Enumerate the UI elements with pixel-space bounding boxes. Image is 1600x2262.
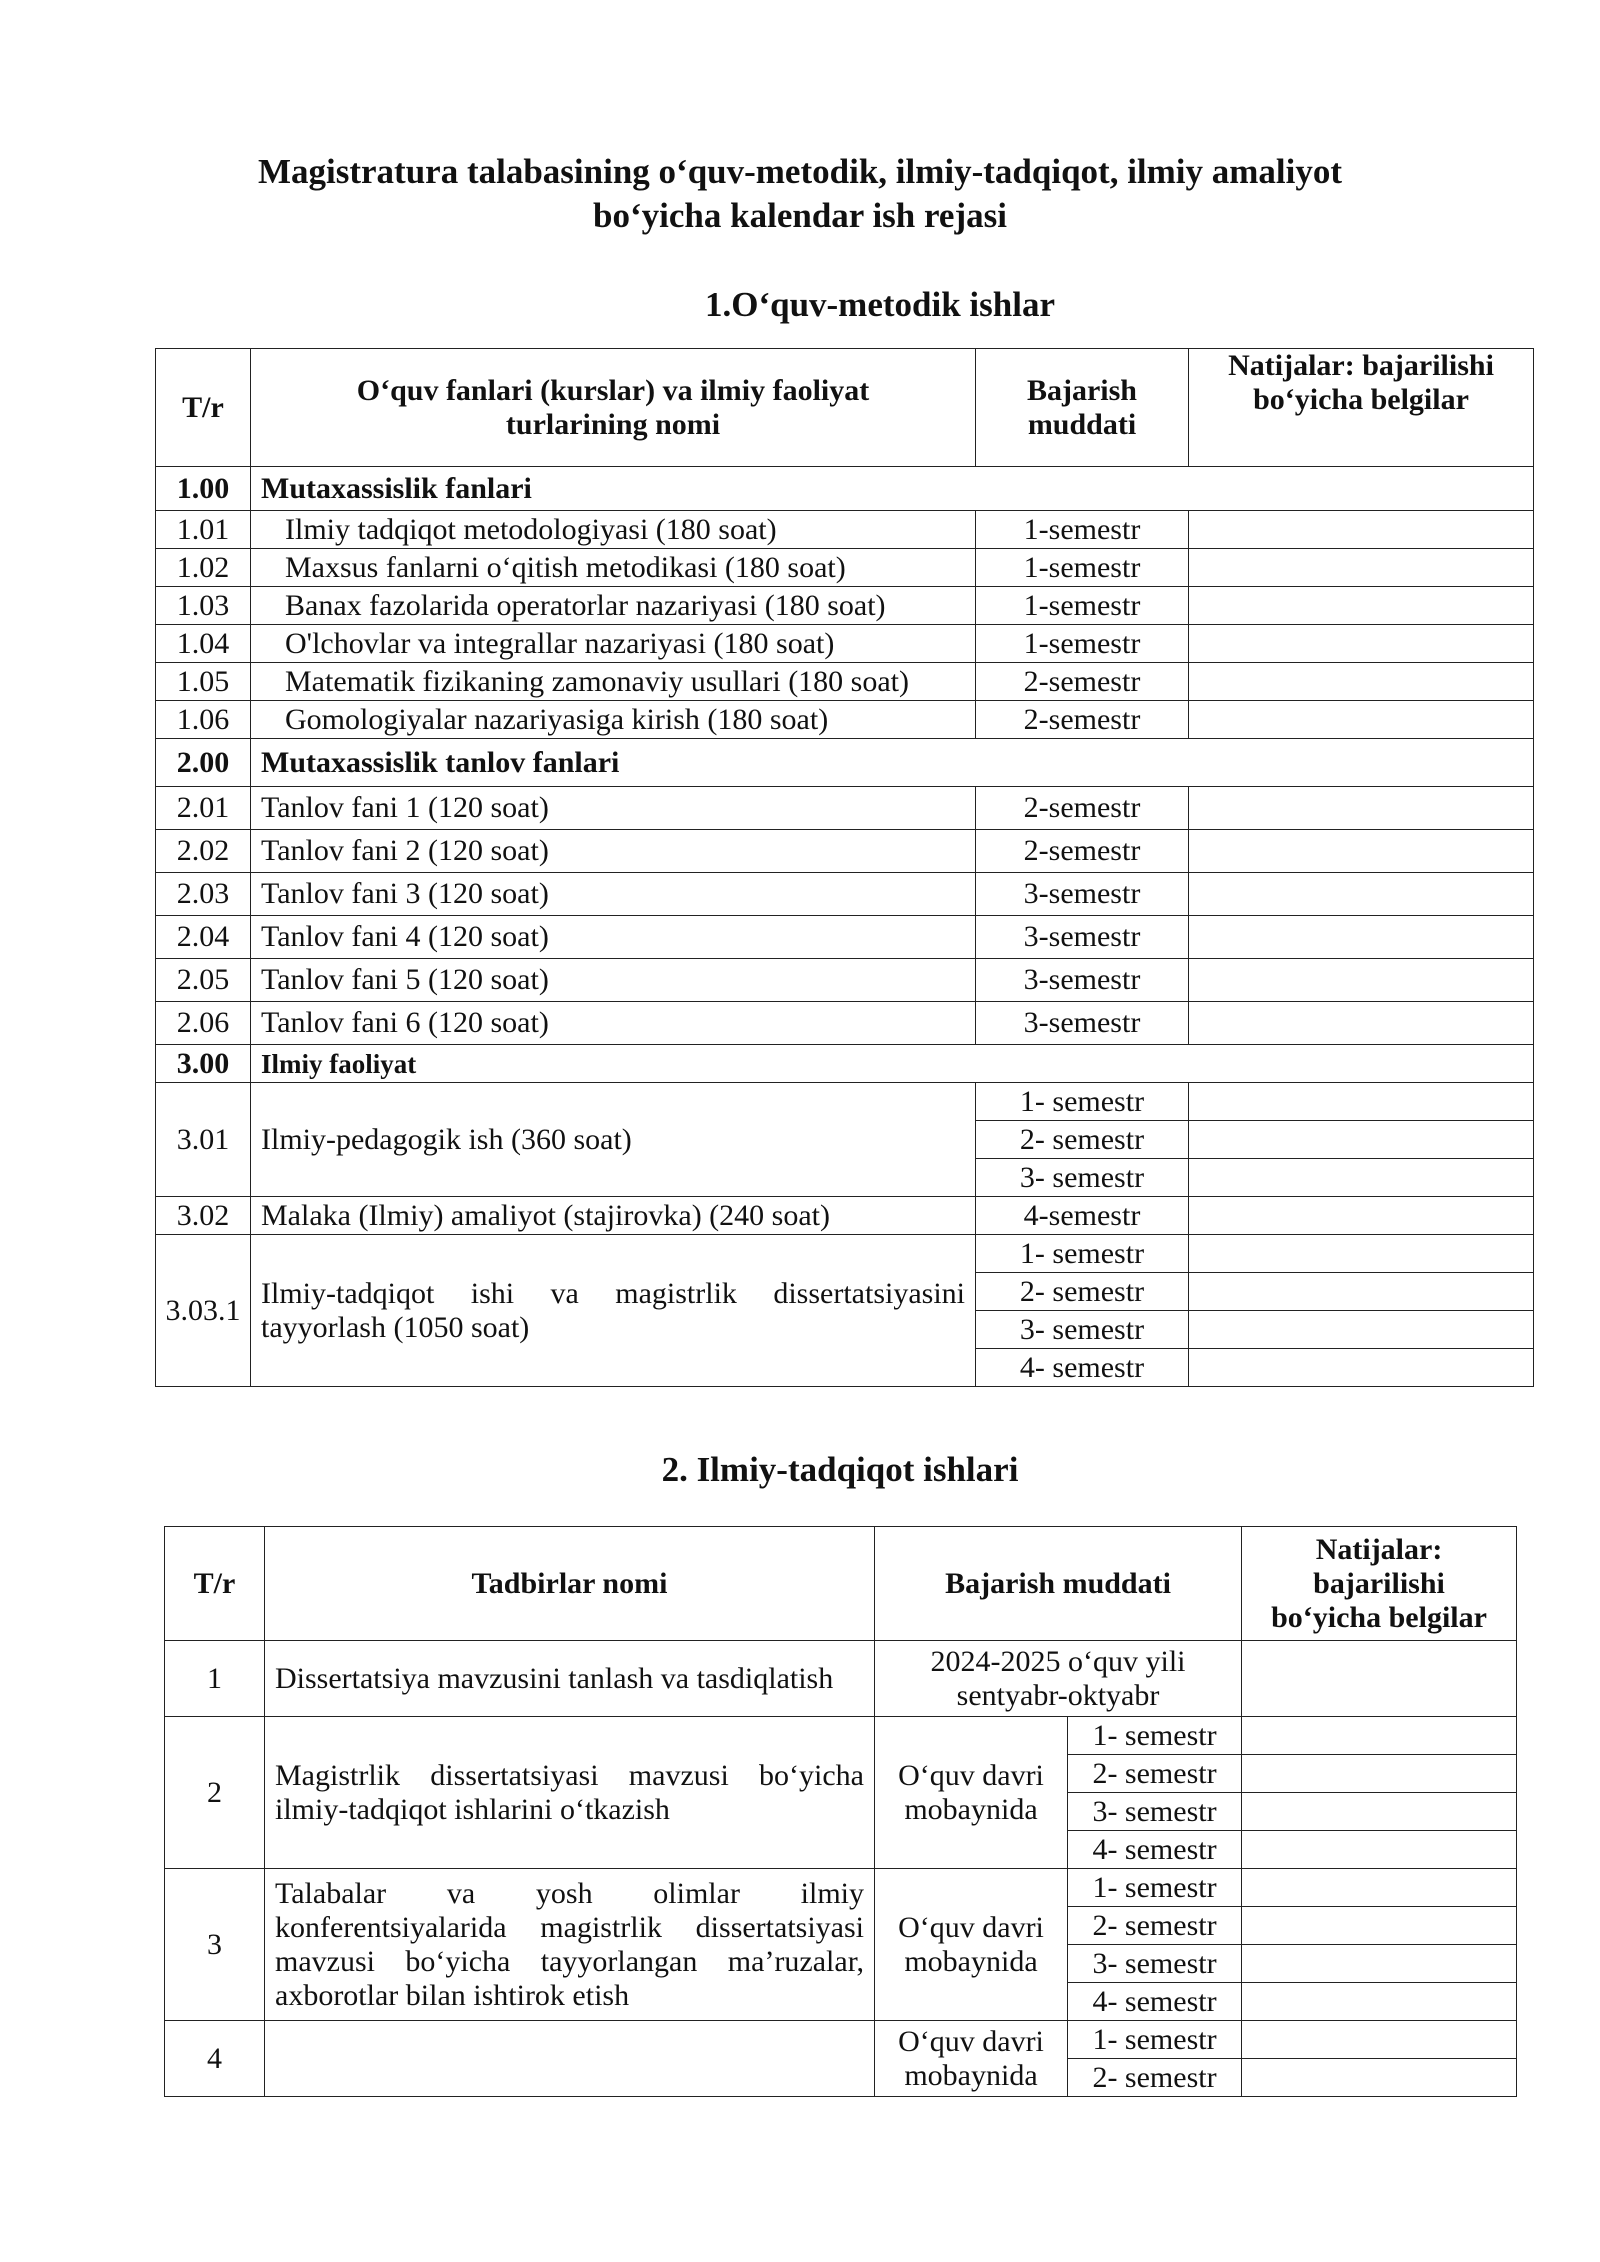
row-result [1242, 1793, 1517, 1831]
row-name: Gomologiyalar nazariyasiga kirish (180 soat) [251, 701, 976, 739]
row-name: Banax fazolarida operatorlar nazariyasi (180 soat) [251, 587, 976, 625]
row-result [1189, 1159, 1534, 1197]
row-result [1189, 701, 1534, 739]
row-deadline: 3-semestr [976, 959, 1189, 1002]
row-result [1242, 1983, 1517, 2021]
row-result [1242, 1869, 1517, 1907]
row-deadline: 1- semestr [976, 1235, 1189, 1273]
row-result [1189, 1002, 1534, 1045]
table-row [156, 1235, 1534, 1273]
group-row [156, 739, 1534, 787]
section-1-heading: 1.O‘quv-metodik ishlar [704, 285, 1056, 324]
row-num: 2.04 [156, 916, 251, 959]
section-2-heading: 2. Ilmiy-tadqiqot ishlari [661, 1450, 1019, 1489]
table-row [156, 663, 1534, 701]
header-name: Tadbirlar nomi [265, 1527, 875, 1641]
row-result [1189, 1235, 1534, 1273]
row-name [265, 2021, 875, 2097]
row-deadline: 3-semestr [976, 873, 1189, 916]
row-num: 1.03 [156, 587, 251, 625]
row-name: Ilmiy tadqiqot metodologiyasi (180 soat) [251, 511, 976, 549]
row-result [1242, 2021, 1517, 2059]
row-num: 2 [165, 1717, 265, 1869]
row-period: O‘quv davri mobaynida [875, 1717, 1068, 1869]
row-deadline: 2-semestr [976, 830, 1189, 873]
row-num: 1.05 [156, 663, 251, 701]
header-num: T/r [165, 1527, 265, 1641]
row-num: 2.03 [156, 873, 251, 916]
row-semester: 1- semestr [1068, 1717, 1242, 1755]
row-name: Malaka (Ilmiy) amaliyot (stajirovka) (240 soat) [251, 1197, 976, 1235]
title-line-1: Magistratura talabasining o‘quv-metodik, ilmiy-tadqiqot, ilmiy amaliyot [257, 152, 1343, 191]
table-row [156, 1197, 1534, 1235]
row-deadline: 3- semestr [976, 1311, 1189, 1349]
row-result [1189, 1273, 1534, 1311]
row-deadline: 2-semestr [976, 663, 1189, 701]
row-name: Tanlov fani 2 (120 soat) [251, 830, 976, 873]
group-num: 2.00 [156, 739, 251, 787]
table-row [165, 1869, 1517, 1907]
row-semester: 3- semestr [1068, 1945, 1242, 1983]
table-row [156, 959, 1534, 1002]
row-num: 3 [165, 1869, 265, 2021]
row-result [1189, 873, 1534, 916]
row-result [1189, 916, 1534, 959]
row-result [1189, 787, 1534, 830]
row-period: O‘quv davri mobaynida [875, 1869, 1068, 2021]
table-row [156, 916, 1534, 959]
row-result [1189, 1197, 1534, 1235]
table-row [156, 549, 1534, 587]
row-result [1189, 830, 1534, 873]
table-row [156, 830, 1534, 873]
row-num: 1 [165, 1641, 265, 1717]
row-semester: 2- semestr [1068, 1907, 1242, 1945]
table-header-row [156, 349, 1534, 467]
row-num: 1.04 [156, 625, 251, 663]
table-row [156, 587, 1534, 625]
table-row [156, 701, 1534, 739]
row-name: Tanlov fani 3 (120 soat) [251, 873, 976, 916]
row-semester: 1- semestr [1068, 1869, 1242, 1907]
row-semester: 1- semestr [1068, 2021, 1242, 2059]
row-result [1189, 587, 1534, 625]
row-name: Ilmiy-tadqiqot ishi va magistrlik dissertatsiyasini tayyorlash (1050 soat) [251, 1235, 976, 1387]
row-deadline: 2-semestr [976, 701, 1189, 739]
header-name: O‘quv fanlari (kurslar) va ilmiy faoliyat turlarining nomi [251, 349, 976, 467]
row-name: Tanlov fani 5 (120 soat) [251, 959, 976, 1002]
row-num: 2.06 [156, 1002, 251, 1045]
row-result [1242, 1641, 1517, 1717]
header-deadline: Bajarish muddati [875, 1527, 1242, 1641]
group-num: 3.00 [156, 1045, 251, 1083]
row-result [1242, 2059, 1517, 2097]
row-deadline: 4- semestr [976, 1349, 1189, 1387]
row-deadline: 2024-2025 o‘quv yili sentyabr-oktyabr [875, 1641, 1242, 1717]
table-row [156, 1002, 1534, 1045]
group-num: 1.00 [156, 467, 251, 511]
row-result [1189, 1083, 1534, 1121]
table-row [156, 787, 1534, 830]
row-result [1189, 625, 1534, 663]
table-row [165, 2021, 1517, 2059]
row-num: 3.02 [156, 1197, 251, 1235]
row-deadline: 3-semestr [976, 1002, 1189, 1045]
table-row [165, 1641, 1517, 1717]
row-name: Ilmiy-pedagogik ish (360 soat) [251, 1083, 976, 1197]
group-title: Mutaxassislik fanlari [251, 467, 1534, 511]
row-result [1242, 1831, 1517, 1869]
row-num: 2.01 [156, 787, 251, 830]
academic-work-table [155, 348, 1534, 1387]
row-deadline: 2- semestr [976, 1121, 1189, 1159]
row-semester: 3- semestr [1068, 1793, 1242, 1831]
row-num: 3.03.1 [156, 1235, 251, 1387]
table-header-row [165, 1527, 1517, 1641]
row-name: O'lchovlar va integrallar nazariyasi (180 soat) [251, 625, 976, 663]
row-result [1242, 1945, 1517, 1983]
row-deadline: 1-semestr [976, 549, 1189, 587]
row-semester: 4- semestr [1068, 1831, 1242, 1869]
row-deadline: 1-semestr [976, 511, 1189, 549]
row-num: 3.01 [156, 1083, 251, 1197]
row-num: 1.06 [156, 701, 251, 739]
row-deadline: 3- semestr [976, 1159, 1189, 1197]
row-num: 2.02 [156, 830, 251, 873]
header-num: T/r [156, 349, 251, 467]
table-row [156, 511, 1534, 549]
row-deadline: 2-semestr [976, 787, 1189, 830]
row-result [1242, 1717, 1517, 1755]
row-result [1189, 663, 1534, 701]
row-name: Talabalar va yosh olimlar ilmiy konferentsiyalarida magistrlik dissertatsiyasi mavzusi bo‘yicha tayyorlangan ma’ruzalar, axborotlar bilan ishtirok etish [265, 1869, 875, 2021]
row-result [1189, 1121, 1534, 1159]
row-deadline: 1-semestr [976, 587, 1189, 625]
header-results: Natijalar: bajarilishi bo‘yicha belgilar [1242, 1527, 1517, 1641]
row-deadline: 3-semestr [976, 916, 1189, 959]
row-num: 2.05 [156, 959, 251, 1002]
table-row [165, 1717, 1517, 1755]
row-num: 4 [165, 2021, 265, 2097]
row-name: Maxsus fanlarni o‘qitish metodikasi (180 soat) [251, 549, 976, 587]
group-title: Mutaxassislik tanlov fanlari [251, 739, 1534, 787]
row-name: Tanlov fani 1 (120 soat) [251, 787, 976, 830]
row-result [1189, 1349, 1534, 1387]
row-name: Matematik fizikaning zamonaviy usullari (180 soat) [251, 663, 976, 701]
research-work-table [164, 1526, 1517, 2097]
row-deadline: 4-semestr [976, 1197, 1189, 1235]
row-num: 1.02 [156, 549, 251, 587]
row-semester: 2- semestr [1068, 2059, 1242, 2097]
table-row [156, 873, 1534, 916]
header-deadline: Bajarish muddati [976, 349, 1189, 467]
row-result [1189, 1311, 1534, 1349]
row-semester: 2- semestr [1068, 1755, 1242, 1793]
row-semester: 4- semestr [1068, 1983, 1242, 2021]
group-row [156, 1045, 1534, 1083]
row-deadline: 1- semestr [976, 1083, 1189, 1121]
row-name: Magistrlik dissertatsiyasi mavzusi bo‘yicha ilmiy-tadqiqot ishlarini o‘tkazish [265, 1717, 875, 1869]
row-result [1242, 1907, 1517, 1945]
row-deadline: 2- semestr [976, 1273, 1189, 1311]
group-row [156, 467, 1534, 511]
row-name: Dissertatsiya mavzusini tanlash va tasdiqlatish [265, 1641, 875, 1717]
row-deadline: 1-semestr [976, 625, 1189, 663]
group-title: Ilmiy faoliyat [251, 1045, 1534, 1083]
row-name: Tanlov fani 4 (120 soat) [251, 916, 976, 959]
row-num: 1.01 [156, 511, 251, 549]
table-row [156, 625, 1534, 663]
header-results: Natijalar: bajarilishi bo‘yicha belgilar [1189, 349, 1534, 467]
row-period: O‘quv davri mobaynida [875, 2021, 1068, 2097]
row-result [1189, 511, 1534, 549]
table-row [156, 1083, 1534, 1121]
title-line-2: bo‘yicha kalendar ish rejasi [593, 196, 1007, 235]
row-result [1189, 549, 1534, 587]
document-title [0, 150, 1600, 238]
row-result [1242, 1755, 1517, 1793]
row-result [1189, 959, 1534, 1002]
row-name: Tanlov fani 6 (120 soat) [251, 1002, 976, 1045]
